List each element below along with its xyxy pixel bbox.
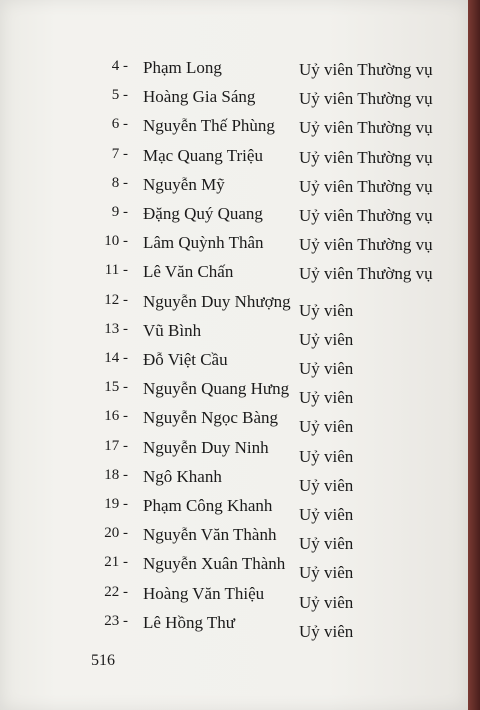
entry-number: 20 - <box>104 525 128 541</box>
entry-number: 17 - <box>104 438 128 454</box>
member-role: Uỷ viên <box>299 388 354 407</box>
entry-number: 19 - <box>104 496 128 512</box>
member-name: Ngô Khanh <box>143 467 222 486</box>
list-item <box>0 350 468 380</box>
list-item <box>0 292 468 322</box>
list-item <box>0 379 468 409</box>
member-role: Uỷ viên Thường vụ <box>299 118 433 137</box>
member-name: Lê Văn Chấn <box>143 262 234 281</box>
entry-number: 14 - <box>104 350 128 366</box>
member-name: Mạc Quang Triệu <box>143 146 263 165</box>
member-name: Phạm Long <box>143 58 222 77</box>
member-role: Uỷ viên <box>299 476 354 495</box>
list-item <box>0 525 468 555</box>
member-name: Hoàng Văn Thiệu <box>143 584 265 603</box>
page-number: 516 <box>91 652 115 669</box>
member-name: Hoàng Gia Sáng <box>143 87 256 106</box>
list-item <box>0 496 468 526</box>
entry-number: 18 - <box>104 467 128 483</box>
member-role: Uỷ viên <box>299 447 354 466</box>
member-name: Phạm Công Khanh <box>143 496 273 515</box>
entry-number: 4 - <box>111 58 128 74</box>
entry-number: 5 - <box>111 87 128 103</box>
member-name: Nguyễn Văn Thành <box>143 525 277 544</box>
entry-number: 13 - <box>104 321 128 337</box>
member-role: Uỷ viên <box>299 359 354 378</box>
member-role: Uỷ viên <box>299 505 354 524</box>
list-item <box>0 87 468 117</box>
list-item <box>0 408 468 438</box>
member-role: Uỷ viên <box>299 417 354 436</box>
entry-number: 23 - <box>104 613 128 629</box>
member-role: Uỷ viên <box>299 534 354 553</box>
member-role: Uỷ viên Thường vụ <box>299 264 433 283</box>
member-name: Nguyễn Duy Nhượng <box>143 292 291 311</box>
member-role: Uỷ viên Thường vụ <box>299 89 433 108</box>
entry-number: 12 - <box>104 292 128 308</box>
member-role: Uỷ viên Thường vụ <box>299 235 433 254</box>
list-item <box>0 584 468 614</box>
member-role: Uỷ viên <box>299 563 354 582</box>
entry-number: 6 - <box>111 116 128 132</box>
list-item <box>0 467 468 497</box>
member-name: Nguyễn Mỹ <box>143 175 225 194</box>
entry-number: 9 - <box>111 204 128 220</box>
member-role: Uỷ viên <box>299 301 354 320</box>
member-name: Nguyễn Thế Phùng <box>143 116 275 135</box>
entry-number: 22 - <box>104 584 128 600</box>
list-item <box>0 116 468 146</box>
entry-number: 10 - <box>104 233 128 249</box>
member-role: Uỷ viên Thường vụ <box>299 148 433 167</box>
member-role: Uỷ viên <box>299 330 354 349</box>
member-role: Uỷ viên Thường vụ <box>299 206 433 225</box>
entry-number: 21 - <box>104 554 128 570</box>
list-item <box>0 554 468 584</box>
list-item <box>0 613 468 643</box>
member-name: Lê Hồng Thư <box>143 613 235 632</box>
entry-number: 8 - <box>111 175 128 191</box>
member-name: Vũ Bình <box>143 321 202 340</box>
member-name: Nguyễn Duy Ninh <box>143 438 269 457</box>
entry-number: 11 - <box>104 262 128 278</box>
list-item <box>0 321 468 351</box>
member-role: Uỷ viên <box>299 622 354 641</box>
entry-number: 7 - <box>111 146 128 162</box>
member-name: Đỗ Việt Cầu <box>143 350 228 369</box>
member-name: Nguyễn Quang Hưng <box>143 379 290 398</box>
entry-number: 15 - <box>104 379 128 395</box>
list-item <box>0 58 468 88</box>
member-name: Đặng Quý Quang <box>143 204 263 223</box>
member-name: Nguyễn Ngọc Bàng <box>143 408 279 427</box>
list-item <box>0 175 468 205</box>
list-item <box>0 204 468 234</box>
list-item <box>0 233 468 263</box>
list-item <box>0 146 468 176</box>
member-name: Lâm Quỳnh Thân <box>143 233 264 252</box>
member-role: Uỷ viên Thường vụ <box>299 60 433 79</box>
list-item <box>0 438 468 468</box>
member-name: Nguyễn Xuân Thành <box>143 554 286 573</box>
member-role: Uỷ viên <box>299 593 354 612</box>
entry-number: 16 - <box>104 408 128 424</box>
member-role: Uỷ viên Thường vụ <box>299 177 433 196</box>
list-item <box>0 262 468 292</box>
book-spine <box>468 0 480 710</box>
